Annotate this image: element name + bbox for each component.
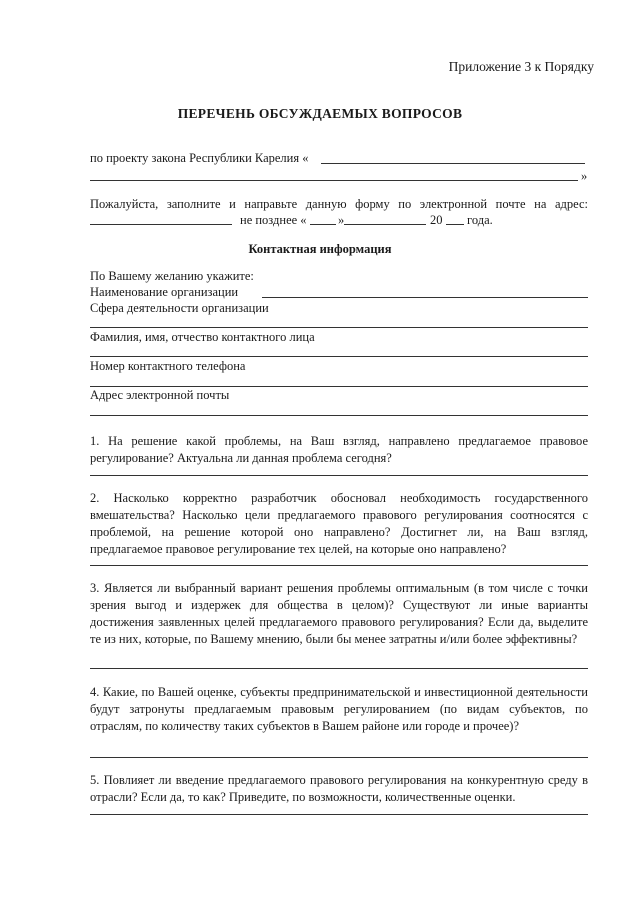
phone-label: Номер контактного телефона xyxy=(90,359,246,373)
question-3: 3. Является ли выбранный вариант решения проблемы оптимальным (в том числе с точки зрения выгод и издержек для общества в целом)? Существуют ли иные варианты достижения заявленных целей предлагаемого правового регулирования? Если да, выделите те из них, которые, по Вашему мнению, были бы менее затратны и/или более эффективны? xyxy=(90,581,588,646)
email-field[interactable] xyxy=(90,415,588,416)
email-address-field[interactable] xyxy=(90,224,232,225)
deadline-year-prefix: 20 xyxy=(430,213,443,227)
question-2: 2. Насколько корректно разработчик обосновал необходимость государственного вмешательства? Насколько цели предлагаемого правового регулирования соотносятся с проблемой, на решение которой оно направлено? Достигнет ли, на Ваш взгляд, предлагаемое правовое регулирование тех целей, на которые оно направлено? xyxy=(90,491,588,556)
deadline-quote-close: » xyxy=(338,213,345,227)
organization-sphere-label: Сфера деятельности организации xyxy=(90,301,269,315)
contact-person-field[interactable] xyxy=(90,356,588,357)
answer-2-field[interactable] xyxy=(90,565,588,566)
project-name-field-line-2[interactable] xyxy=(90,180,578,181)
organization-name-field[interactable] xyxy=(262,297,588,298)
organization-name-label: Наименование организации xyxy=(90,285,239,299)
answer-5-field[interactable] xyxy=(90,814,588,815)
deadline-prefix: не позднее « xyxy=(240,213,307,227)
deadline-month-field[interactable] xyxy=(344,224,426,225)
deadline-day-field[interactable] xyxy=(310,224,336,225)
question-5: 5. Повлияет ли введение предлагаемого правового регулирования на конкурентную среду в отрасли? Если да, то как? Приведите, по возможности, количественные оценки. xyxy=(90,773,588,804)
page-title: ПЕРЕЧЕНЬ ОБСУЖДАЕМЫХ ВОПРОСОВ xyxy=(177,106,463,121)
project-name-field-line-1[interactable] xyxy=(321,163,585,164)
question-1: 1. На решение какой проблемы, на Ваш взгляд, направлено предлагаемое правовое регулирование? Актуальна ли данная проблема сегодня? xyxy=(90,434,588,465)
project-label: по проекту закона Республики Карелия « xyxy=(90,151,309,165)
answer-3-field[interactable] xyxy=(90,668,588,669)
answer-4-field[interactable] xyxy=(90,757,588,758)
contact-intro: По Вашему желанию укажите: xyxy=(90,269,254,283)
email-label: Адрес электронной почты xyxy=(90,388,230,402)
contact-person-label: Фамилия, имя, отчество контактного лица xyxy=(90,330,315,344)
deadline-year-suffix: года. xyxy=(467,213,493,227)
instruction-text: Пожалуйста, заполните и направьте данную форму по электронной почте на адрес: xyxy=(90,197,588,211)
answer-1-field[interactable] xyxy=(90,475,588,476)
question-4: 4. Какие, по Вашей оценке, субъекты предпринимательской и инвестиционной деятельности будут затронуты предлагаемым правовым регулированием (по видам субъектов, по отраслям, по количеству таких субъектов в Вашем районе или городе и прочее)? xyxy=(90,685,588,733)
appendix-label: Приложение 3 к Порядку xyxy=(448,59,594,74)
project-close-quote: » xyxy=(581,169,588,183)
organization-sphere-field[interactable] xyxy=(90,327,588,328)
deadline-year-field[interactable] xyxy=(446,224,464,225)
contact-heading: Контактная информация xyxy=(248,242,392,256)
